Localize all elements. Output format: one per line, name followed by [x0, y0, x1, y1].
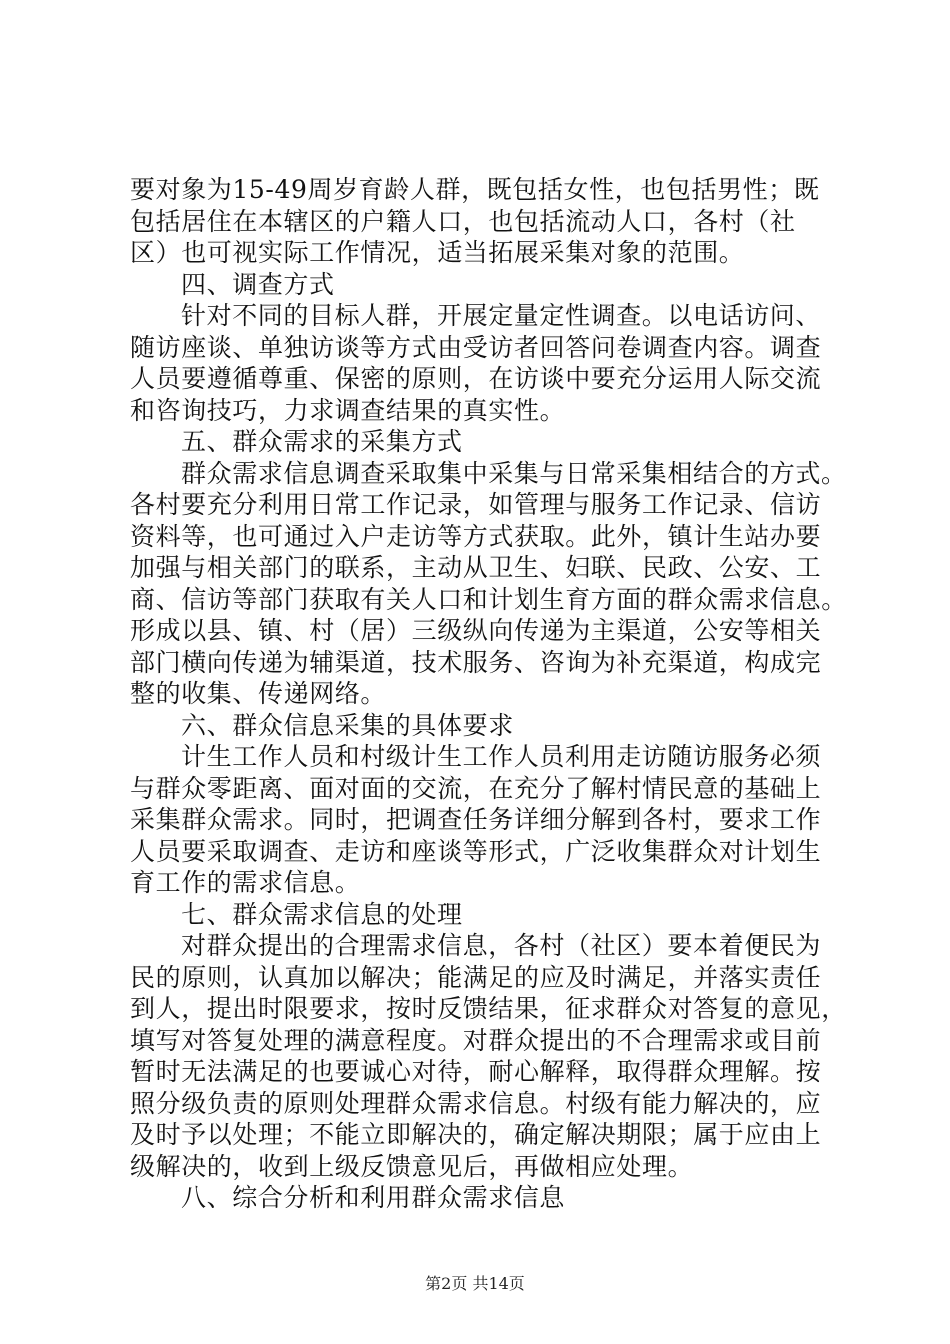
section-heading-4: 四、调查方式 [181, 269, 335, 299]
body-line: 区）也可视实际工作情况，适当拓展采集对象的范围。 [130, 238, 745, 267]
document-body [130, 174, 847, 1214]
paragraph-first-line: 针对不同的目标人群，开展定量定性调查。以电话访问、 [181, 301, 822, 330]
body-line: 人员要遵循尊重、保密的原则，在访谈中要充分运用人际交流 [130, 364, 822, 393]
body-line: 包括居住在本辖区的户籍人口，也包括流动人口，各村（社 [130, 206, 796, 236]
page-number-footer: 第2页 共14页 [425, 1274, 525, 1293]
body-line: 和咨询技巧，力求调查结果的真实性。 [130, 395, 566, 425]
body-line: 随访座谈、单独访谈等方式由受访者回答问卷调查内容。调查 [130, 332, 822, 362]
body-line: 部门横向传递为辅渠道，技术服务、咨询为补充渠道，构成完 [130, 647, 822, 677]
body-line: 各村要充分利用日常工作记录，如管理与服务工作记录、信访 [130, 490, 822, 519]
body-line: 要对象为15-49周岁育龄人群，既包括女性，也包括男性；既 [130, 175, 820, 204]
body-line: 照分级负责的原则处理群众需求信息。村级有能力解决的，应 [130, 1088, 822, 1118]
body-line: 商、信访等部门获取有关人口和计划生育方面的群众需求信息。 [130, 584, 847, 614]
paragraph-first-line: 计生工作人员和村级计生工作人员利用走访随访服务必须 [181, 742, 822, 771]
section-heading-6: 六、群众信息采集的具体要求 [181, 710, 514, 740]
paragraph-first-line: 群众需求信息调查采取集中采集与日常采集相结合的方式。 [181, 458, 847, 488]
body-line: 形成以县、镇、村（居）三级纵向传递为主渠道，公安等相关 [130, 616, 822, 645]
body-line: 与群众零距离、面对面的交流，在充分了解村情民意的基础上 [130, 773, 822, 803]
body-line: 采集群众需求。同时，把调查任务详细分解到各村，要求工作 [130, 805, 822, 834]
body-line: 人员要采取调查、走访和座谈等形式，广泛收集群众对计划生 [130, 836, 822, 866]
body-line: 及时予以处理；不能立即解决的，确定解决期限；属于应由上 [130, 1120, 822, 1149]
section-heading-7: 七、群众需求信息的处理 [181, 899, 463, 929]
paragraph-first-line: 对群众提出的合理需求信息，各村（社区）要本着便民为 [181, 931, 822, 960]
body-line: 加强与相关部门的联系，主动从卫生、妇联、民政、公安、工 [130, 553, 822, 582]
body-line: 到人，提出时限要求，按时反馈结果，征求群众对答复的意见， [130, 994, 847, 1023]
body-line: 暂时无法满足的也要诚心对待，耐心解释，取得群众理解。按 [130, 1057, 822, 1086]
body-line: 整的收集、传递网络。 [130, 679, 387, 708]
body-line: 填写对答复处理的满意程度。对群众提出的不合理需求或目前 [130, 1025, 822, 1055]
section-heading-5: 五、群众需求的采集方式 [181, 427, 463, 456]
body-line: 资料等，也可通过入户走访等方式获取。此外，镇计生站办要 [130, 521, 822, 551]
body-line: 民的原则，认真加以解决；能满足的应及时满足，并落实责任 [130, 962, 822, 992]
body-line: 级解决的，收到上级反馈意见后，再做相应处理。 [130, 1151, 694, 1181]
section-heading-8: 八、综合分析和利用群众需求信息 [181, 1183, 566, 1212]
body-line: 育工作的需求信息。 [130, 868, 361, 897]
